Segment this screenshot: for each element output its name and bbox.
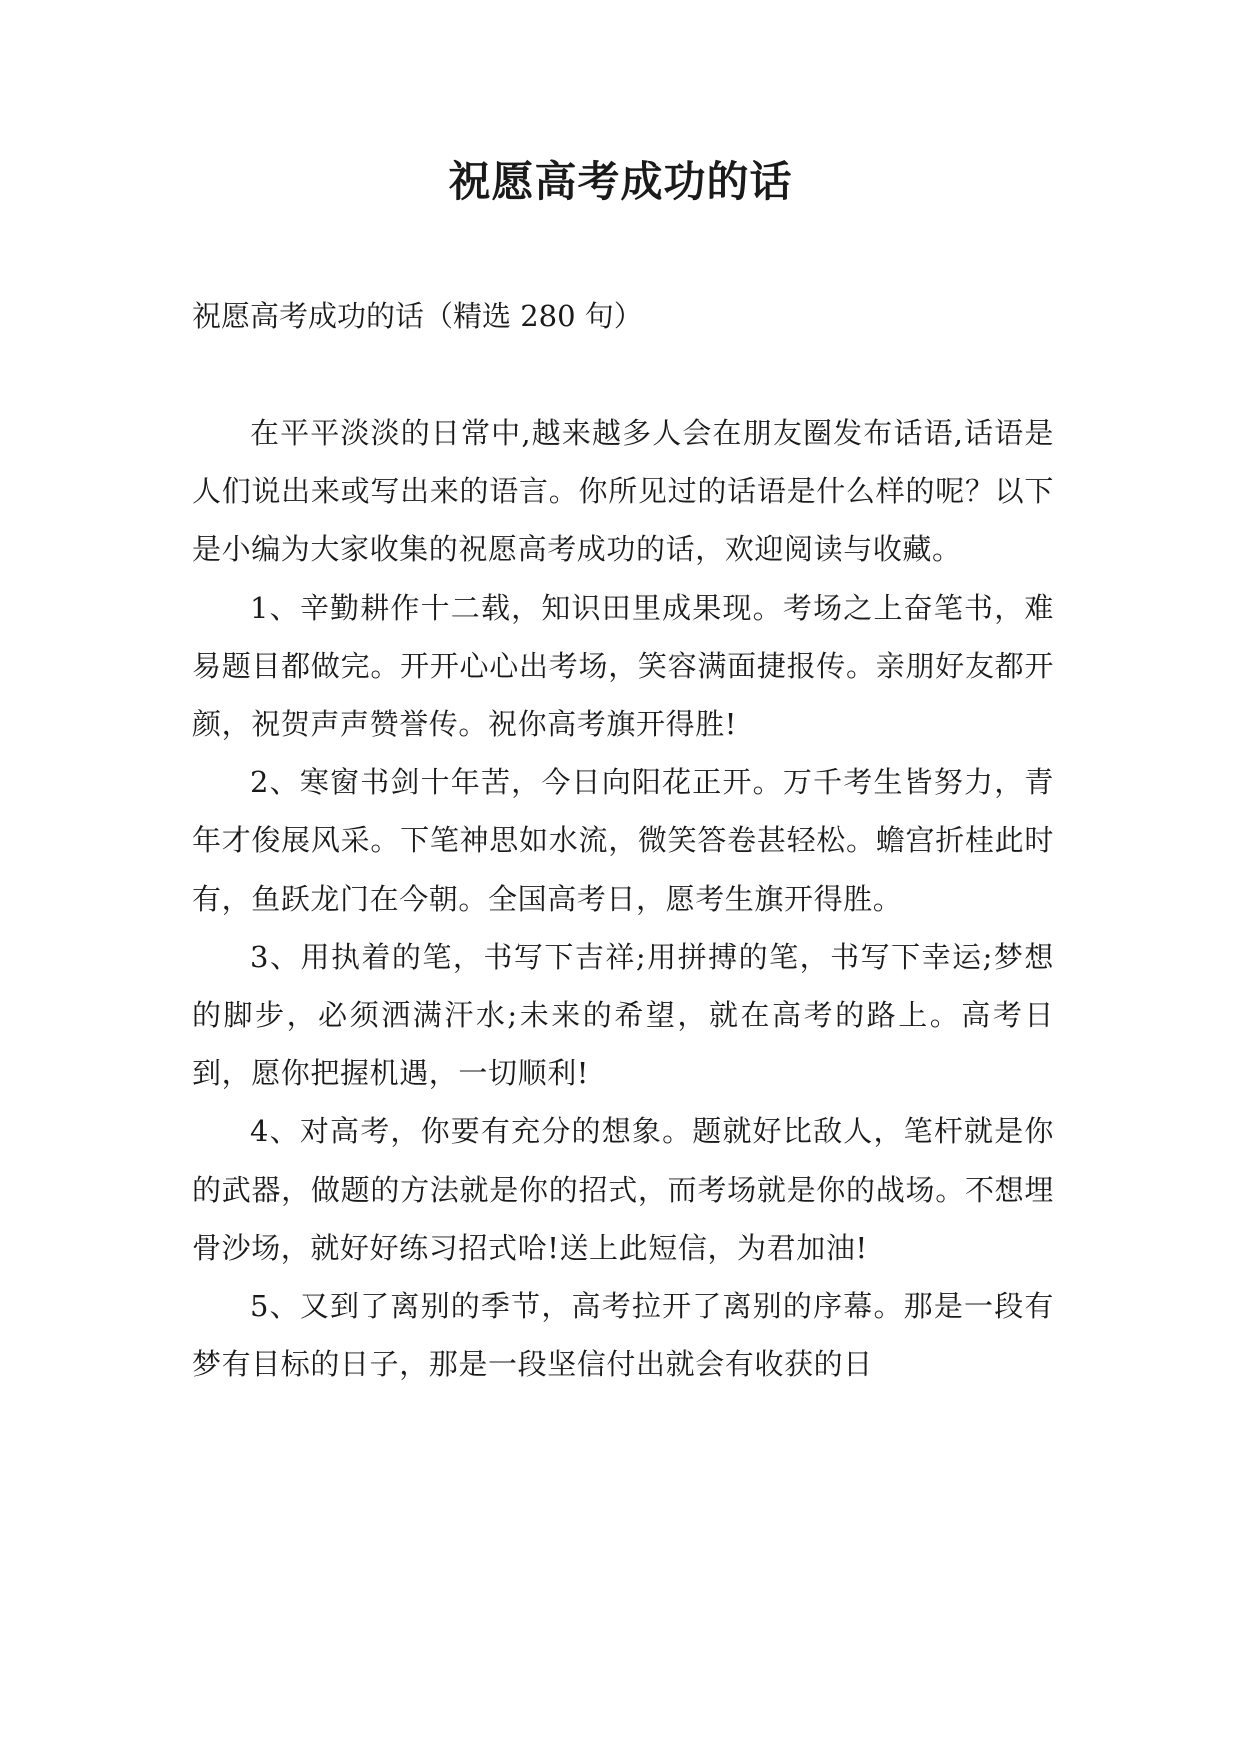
wish-paragraph-4: 4、对高考，你要有充分的想象。题就好比敌人，笔杆就是你的武器，做题的方法就是你的招式，而考场就是你的战场。不想埋骨沙场，就好好练习招式哈!送上此短信，为君加油! (192, 1114, 1054, 1265)
intro-paragraph: 在平平淡淡的日常中,越来越多人会在朋友圈发布话语,话语是人们说出来或写出来的语言。你所见过的话语是什么样的呢？以下是小编为大家收集的祝愿高考成功的话，欢迎阅读与收藏。 (192, 416, 1054, 567)
document-subtitle: 祝愿高考成功的话（精选 280 句） (192, 299, 643, 333)
wish-paragraph-2: 2、寒窗书剑十年苦，今日向阳花正开。万千考生皆努力，青年才俊展风采。下笔神思如水流，微笑答卷甚轻松。蟾宫折桂此时有，鱼跃龙门在今朝。全国高考日，愿考生旗开得胜。 (192, 765, 1054, 916)
document-title: 祝愿高考成功的话 (448, 157, 793, 206)
wish-paragraph-3: 3、用执着的笔，书写下吉祥;用拼搏的笔，书写下幸运;梦想的脚步，必须洒满汗水;未来的希望，就在高考的路上。高考日到，愿你把握机遇，一切顺利! (192, 939, 1054, 1091)
document-body (192, 404, 1054, 1393)
wish-paragraph-1: 1、辛勤耕作十二载，知识田里成果现。考场之上奋笔书，难易题目都做完。开开心心出考场，笑容满面捷报传。亲朋好友都开颜，祝贺声声赞誉传。祝你高考旗开得胜! (192, 590, 1054, 742)
wish-paragraph-5: 5、又到了离别的季节，高考拉开了离别的序幕。那是一段有梦有目标的日子，那是一段坚信付出就会有收获的日 (192, 1289, 1054, 1382)
